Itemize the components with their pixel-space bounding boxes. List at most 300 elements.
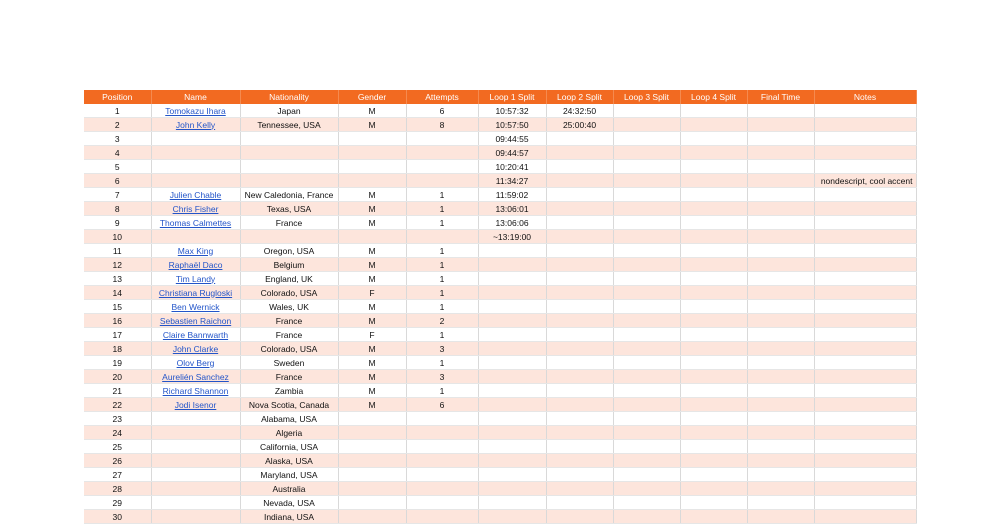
- cell-notes: [814, 202, 916, 216]
- cell-loop-4-split: [680, 132, 747, 146]
- cell-gender: [338, 230, 406, 244]
- results-spreadsheet: [84, 90, 916, 524]
- table-row: [84, 342, 916, 356]
- cell-loop-1-split: [478, 398, 546, 412]
- table-row: [84, 398, 916, 412]
- cell-position: 13: [84, 272, 151, 286]
- cell-name: [151, 412, 240, 426]
- cell-nationality: Wales, UK: [240, 300, 338, 314]
- cell-attempts: 1: [406, 258, 478, 272]
- cell-attempts: 1: [406, 244, 478, 258]
- cell-loop-3-split: [613, 328, 680, 342]
- runner-name-link[interactable]: Ben Wernick: [171, 301, 220, 312]
- cell-loop-4-split: [680, 370, 747, 384]
- cell-loop-4-split: [680, 174, 747, 188]
- cell-nationality: Australia: [240, 482, 338, 496]
- cell-loop-1-split: [478, 286, 546, 300]
- cell-loop-1-split: [478, 454, 546, 468]
- cell-notes: [814, 300, 916, 314]
- runner-name-link[interactable]: Thomas Calmettes: [159, 217, 232, 228]
- cell-loop-3-split: [613, 160, 680, 174]
- cell-name: [151, 118, 240, 132]
- cell-loop-2-split: [546, 258, 613, 272]
- cell-loop-1-split: 09:44:55: [478, 132, 546, 146]
- cell-loop-4-split: [680, 230, 747, 244]
- cell-final-time: [747, 146, 814, 160]
- cell-final-time: [747, 496, 814, 510]
- cell-attempts: 3: [406, 370, 478, 384]
- cell-loop-1-split: [478, 244, 546, 258]
- cell-loop-1-split: [478, 384, 546, 398]
- cell-position: 24: [84, 426, 151, 440]
- cell-loop-4-split: [680, 258, 747, 272]
- cell-gender: [338, 412, 406, 426]
- header-notes: Notes: [814, 90, 916, 104]
- cell-gender: M: [338, 188, 406, 202]
- table-row: [84, 188, 916, 202]
- cell-attempts: [406, 454, 478, 468]
- cell-loop-1-split: [478, 342, 546, 356]
- cell-nationality: Algeria: [240, 426, 338, 440]
- cell-loop-4-split: [680, 202, 747, 216]
- cell-loop-2-split: [546, 286, 613, 300]
- cell-loop-4-split: [680, 468, 747, 482]
- cell-notes: nondescript, cool accent: [814, 174, 916, 188]
- cell-gender: [338, 454, 406, 468]
- table-row: [84, 286, 916, 300]
- cell-position: 5: [84, 160, 151, 174]
- header-position: Position: [84, 90, 151, 104]
- cell-attempts: 1: [406, 384, 478, 398]
- cell-loop-4-split: [680, 426, 747, 440]
- cell-loop-4-split: [680, 342, 747, 356]
- cell-final-time: [747, 342, 814, 356]
- cell-loop-3-split: [613, 146, 680, 160]
- cell-position: 30: [84, 510, 151, 524]
- cell-nationality: [240, 230, 338, 244]
- runner-name-link[interactable]: Olov Berg: [176, 357, 215, 368]
- cell-loop-3-split: [613, 272, 680, 286]
- runner-name-link[interactable]: Tim Landy: [175, 273, 216, 284]
- cell-position: 26: [84, 454, 151, 468]
- cell-gender: F: [338, 328, 406, 342]
- cell-final-time: [747, 468, 814, 482]
- cell-loop-4-split: [680, 188, 747, 202]
- cell-position: 8: [84, 202, 151, 216]
- cell-loop-3-split: [613, 412, 680, 426]
- cell-final-time: [747, 230, 814, 244]
- cell-gender: F: [338, 286, 406, 300]
- table-row: [84, 384, 916, 398]
- cell-attempts: [406, 482, 478, 496]
- table-row: [84, 174, 916, 188]
- cell-final-time: [747, 244, 814, 258]
- cell-name: [151, 468, 240, 482]
- cell-name: [151, 300, 240, 314]
- cell-final-time: [747, 286, 814, 300]
- cell-loop-4-split: [680, 300, 747, 314]
- cell-loop-4-split: [680, 118, 747, 132]
- cell-final-time: [747, 202, 814, 216]
- runner-name-link[interactable]: Max King: [177, 245, 214, 256]
- runner-name-link[interactable]: Chris Fisher: [172, 203, 219, 214]
- cell-attempts: 1: [406, 202, 478, 216]
- cell-nationality: England, UK: [240, 272, 338, 286]
- cell-gender: M: [338, 272, 406, 286]
- cell-final-time: [747, 454, 814, 468]
- cell-nationality: Belgium: [240, 258, 338, 272]
- cell-position: 11: [84, 244, 151, 258]
- cell-name: [151, 244, 240, 258]
- cell-final-time: [747, 174, 814, 188]
- cell-attempts: 1: [406, 300, 478, 314]
- cell-final-time: [747, 426, 814, 440]
- cell-loop-3-split: [613, 384, 680, 398]
- cell-loop-4-split: [680, 146, 747, 160]
- cell-position: 3: [84, 132, 151, 146]
- cell-name: [151, 188, 240, 202]
- cell-loop-1-split: [478, 356, 546, 370]
- cell-position: 19: [84, 356, 151, 370]
- header-loop-3-split: Loop 3 Split: [613, 90, 680, 104]
- cell-attempts: 1: [406, 286, 478, 300]
- cell-position: 15: [84, 300, 151, 314]
- cell-notes: [814, 454, 916, 468]
- cell-notes: [814, 468, 916, 482]
- cell-position: 16: [84, 314, 151, 328]
- cell-notes: [814, 118, 916, 132]
- runner-name-link[interactable]: Aurelién Sanchez: [162, 371, 229, 382]
- cell-loop-2-split: [546, 482, 613, 496]
- cell-loop-3-split: [613, 230, 680, 244]
- cell-loop-4-split: [680, 244, 747, 258]
- cell-final-time: [747, 188, 814, 202]
- cell-notes: [814, 258, 916, 272]
- cell-loop-2-split: [546, 356, 613, 370]
- cell-loop-2-split: [546, 426, 613, 440]
- cell-loop-4-split: [680, 314, 747, 328]
- cell-name: [151, 160, 240, 174]
- runner-name-link[interactable]: Jodi Isenor: [174, 399, 217, 410]
- header-loop-4-split: Loop 4 Split: [680, 90, 747, 104]
- cell-loop-3-split: [613, 258, 680, 272]
- cell-nationality: Maryland, USA: [240, 468, 338, 482]
- cell-loop-3-split: [613, 104, 680, 118]
- cell-notes: [814, 104, 916, 118]
- cell-nationality: California, USA: [240, 440, 338, 454]
- cell-nationality: Zambia: [240, 384, 338, 398]
- cell-nationality: France: [240, 328, 338, 342]
- cell-loop-3-split: [613, 174, 680, 188]
- cell-loop-4-split: [680, 384, 747, 398]
- cell-notes: [814, 412, 916, 426]
- cell-gender: M: [338, 342, 406, 356]
- cell-final-time: [747, 398, 814, 412]
- cell-gender: M: [338, 300, 406, 314]
- cell-notes: [814, 342, 916, 356]
- table-row: [84, 300, 916, 314]
- cell-gender: [338, 160, 406, 174]
- cell-gender: [338, 440, 406, 454]
- cell-loop-3-split: [613, 482, 680, 496]
- cell-name: [151, 132, 240, 146]
- cell-name: [151, 370, 240, 384]
- cell-notes: [814, 496, 916, 510]
- cell-final-time: [747, 384, 814, 398]
- cell-notes: [814, 426, 916, 440]
- cell-name: [151, 356, 240, 370]
- cell-notes: [814, 510, 916, 524]
- cell-gender: [338, 426, 406, 440]
- cell-gender: M: [338, 202, 406, 216]
- cell-name: [151, 328, 240, 342]
- cell-loop-4-split: [680, 272, 747, 286]
- cell-loop-4-split: [680, 454, 747, 468]
- cell-final-time: [747, 328, 814, 342]
- cell-notes: [814, 272, 916, 286]
- cell-gender: M: [338, 118, 406, 132]
- cell-loop-4-split: [680, 216, 747, 230]
- cell-loop-3-split: [613, 468, 680, 482]
- cell-notes: [814, 440, 916, 454]
- cell-position: 14: [84, 286, 151, 300]
- cell-loop-2-split: [546, 370, 613, 384]
- runner-name-link[interactable]: Tomokazu Ihara: [165, 105, 226, 116]
- runner-name-link[interactable]: Christiana Rugloski: [158, 287, 233, 298]
- cell-loop-1-split: [478, 482, 546, 496]
- cell-attempts: 8: [406, 118, 478, 132]
- cell-loop-1-split: 09:44:57: [478, 146, 546, 160]
- cell-nationality: Nova Scotia, Canada: [240, 398, 338, 412]
- table-row: [84, 412, 916, 426]
- cell-gender: M: [338, 216, 406, 230]
- cell-nationality: France: [240, 314, 338, 328]
- cell-loop-1-split: [478, 426, 546, 440]
- cell-loop-1-split: [478, 412, 546, 426]
- cell-gender: [338, 510, 406, 524]
- cell-loop-1-split: ~13:19:00: [478, 230, 546, 244]
- cell-attempts: 1: [406, 356, 478, 370]
- cell-nationality: Japan: [240, 104, 338, 118]
- cell-final-time: [747, 370, 814, 384]
- cell-gender: M: [338, 398, 406, 412]
- cell-attempts: [406, 160, 478, 174]
- cell-name: [151, 146, 240, 160]
- cell-nationality: New Caledonia, France: [240, 188, 338, 202]
- header-gender: Gender: [338, 90, 406, 104]
- cell-loop-3-split: [613, 202, 680, 216]
- cell-loop-2-split: [546, 174, 613, 188]
- cell-loop-4-split: [680, 104, 747, 118]
- cell-name: [151, 510, 240, 524]
- cell-loop-3-split: [613, 510, 680, 524]
- cell-loop-2-split: [546, 132, 613, 146]
- cell-name: [151, 426, 240, 440]
- cell-loop-2-split: [546, 328, 613, 342]
- cell-loop-3-split: [613, 426, 680, 440]
- cell-position: 1: [84, 104, 151, 118]
- table-row: [84, 146, 916, 160]
- cell-gender: M: [338, 104, 406, 118]
- table-row: [84, 510, 916, 524]
- cell-loop-2-split: [546, 314, 613, 328]
- results-body: [84, 104, 916, 524]
- table-row: [84, 230, 916, 244]
- cell-position: 6: [84, 174, 151, 188]
- runner-name-link[interactable]: John Clarke: [172, 343, 219, 354]
- cell-loop-2-split: [546, 160, 613, 174]
- cell-loop-4-split: [680, 356, 747, 370]
- cell-nationality: Colorado, USA: [240, 286, 338, 300]
- cell-loop-2-split: [546, 146, 613, 160]
- cell-name: [151, 286, 240, 300]
- cell-attempts: [406, 174, 478, 188]
- cell-attempts: 6: [406, 398, 478, 412]
- cell-loop-3-split: [613, 496, 680, 510]
- cell-position: 22: [84, 398, 151, 412]
- cell-loop-1-split: [478, 370, 546, 384]
- cell-loop-1-split: [478, 300, 546, 314]
- cell-gender: [338, 174, 406, 188]
- cell-final-time: [747, 132, 814, 146]
- cell-attempts: [406, 468, 478, 482]
- runner-name-link[interactable]: Raphaël Daco: [168, 259, 223, 270]
- cell-nationality: Alabama, USA: [240, 412, 338, 426]
- cell-notes: [814, 188, 916, 202]
- cell-position: 21: [84, 384, 151, 398]
- cell-name: [151, 496, 240, 510]
- cell-attempts: [406, 146, 478, 160]
- cell-attempts: [406, 230, 478, 244]
- cell-attempts: 1: [406, 216, 478, 230]
- cell-loop-2-split: [546, 468, 613, 482]
- cell-name: [151, 314, 240, 328]
- cell-loop-4-split: [680, 286, 747, 300]
- cell-position: 7: [84, 188, 151, 202]
- cell-loop-2-split: [546, 398, 613, 412]
- cell-loop-2-split: [546, 510, 613, 524]
- cell-loop-4-split: [680, 328, 747, 342]
- cell-nationality: Colorado, USA: [240, 342, 338, 356]
- cell-name: [151, 440, 240, 454]
- cell-position: 4: [84, 146, 151, 160]
- cell-nationality: [240, 146, 338, 160]
- cell-loop-3-split: [613, 244, 680, 258]
- cell-position: 12: [84, 258, 151, 272]
- cell-nationality: Oregon, USA: [240, 244, 338, 258]
- runner-name-link[interactable]: Sebastien Raichon: [159, 315, 232, 326]
- cell-name: [151, 104, 240, 118]
- cell-loop-4-split: [680, 496, 747, 510]
- table-row: [84, 356, 916, 370]
- cell-name: [151, 258, 240, 272]
- header-attempts: Attempts: [406, 90, 478, 104]
- table-row: [84, 216, 916, 230]
- cell-gender: [338, 468, 406, 482]
- cell-loop-3-split: [613, 440, 680, 454]
- cell-attempts: 2: [406, 314, 478, 328]
- cell-notes: [814, 482, 916, 496]
- cell-loop-2-split: [546, 272, 613, 286]
- cell-notes: [814, 230, 916, 244]
- runner-name-link[interactable]: John Kelly: [175, 119, 216, 130]
- cell-loop-2-split: [546, 440, 613, 454]
- header-name: Name: [151, 90, 240, 104]
- cell-loop-2-split: [546, 244, 613, 258]
- cell-loop-2-split: [546, 454, 613, 468]
- cell-loop-3-split: [613, 356, 680, 370]
- cell-notes: [814, 132, 916, 146]
- cell-name: [151, 482, 240, 496]
- cell-gender: M: [338, 356, 406, 370]
- cell-loop-3-split: [613, 286, 680, 300]
- cell-loop-1-split: 11:34:27: [478, 174, 546, 188]
- table-row: [84, 244, 916, 258]
- cell-loop-3-split: [613, 300, 680, 314]
- runner-name-link[interactable]: Claire Bannwarth: [162, 329, 229, 340]
- cell-notes: [814, 384, 916, 398]
- cell-loop-3-split: [613, 342, 680, 356]
- cell-position: 25: [84, 440, 151, 454]
- cell-position: 9: [84, 216, 151, 230]
- cell-name: [151, 174, 240, 188]
- cell-loop-2-split: 24:32:50: [546, 104, 613, 118]
- cell-gender: M: [338, 370, 406, 384]
- cell-loop-1-split: [478, 510, 546, 524]
- cell-loop-1-split: 10:57:50: [478, 118, 546, 132]
- cell-loop-3-split: [613, 314, 680, 328]
- cell-nationality: [240, 160, 338, 174]
- header-nationality: Nationality: [240, 90, 338, 104]
- table-row: [84, 202, 916, 216]
- cell-name: [151, 202, 240, 216]
- cell-loop-3-split: [613, 216, 680, 230]
- table-row: [84, 370, 916, 384]
- cell-notes: [814, 398, 916, 412]
- cell-notes: [814, 328, 916, 342]
- table-row: [84, 328, 916, 342]
- cell-loop-3-split: [613, 454, 680, 468]
- cell-position: 29: [84, 496, 151, 510]
- cell-loop-2-split: [546, 342, 613, 356]
- cell-nationality: Indiana, USA: [240, 510, 338, 524]
- header-row: [84, 90, 916, 104]
- cell-attempts: [406, 412, 478, 426]
- cell-loop-2-split: [546, 202, 613, 216]
- cell-loop-3-split: [613, 188, 680, 202]
- cell-loop-1-split: [478, 314, 546, 328]
- cell-gender: [338, 132, 406, 146]
- cell-loop-1-split: 10:20:41: [478, 160, 546, 174]
- cell-loop-2-split: 25:00:40: [546, 118, 613, 132]
- runner-name-link[interactable]: Richard Shannon: [162, 385, 229, 396]
- cell-gender: [338, 482, 406, 496]
- cell-name: [151, 342, 240, 356]
- cell-attempts: 1: [406, 328, 478, 342]
- cell-loop-4-split: [680, 510, 747, 524]
- table-row: [84, 496, 916, 510]
- cell-loop-1-split: 10:57:32: [478, 104, 546, 118]
- table-row: [84, 132, 916, 146]
- cell-loop-2-split: [546, 496, 613, 510]
- cell-loop-2-split: [546, 412, 613, 426]
- cell-position: 27: [84, 468, 151, 482]
- header-final-time: Final Time: [747, 90, 814, 104]
- cell-loop-3-split: [613, 132, 680, 146]
- cell-final-time: [747, 118, 814, 132]
- runner-name-link[interactable]: Julien Chable: [169, 189, 222, 200]
- cell-nationality: Tennessee, USA: [240, 118, 338, 132]
